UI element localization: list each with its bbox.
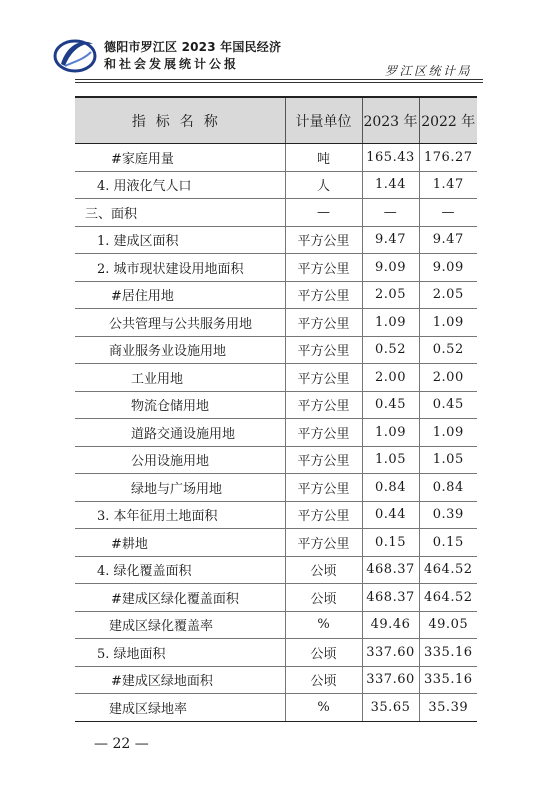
value-2023: 337.60 — [362, 639, 419, 667]
column-header-indicator: 指标名称 — [75, 97, 285, 144]
value-2023: 0.44 — [362, 501, 419, 529]
unit-cell: 平方公里 — [285, 529, 362, 557]
indicator-name: 5. 绿地面积 — [75, 639, 285, 667]
value-2023: 337.60 — [362, 666, 419, 694]
unit-cell: 人 — [285, 171, 362, 199]
page-header — [0, 0, 560, 80]
table-row — [75, 556, 477, 584]
table-row — [75, 446, 477, 474]
page-number: — 22 — — [94, 736, 149, 752]
value-2022: 335.16 — [419, 639, 477, 667]
value-2023: 9.47 — [362, 226, 419, 254]
statistics-table — [75, 96, 477, 722]
value-2023: 2.05 — [362, 281, 419, 309]
value-2022: 35.39 — [419, 694, 477, 722]
table-row — [75, 639, 477, 667]
value-2022: 2.00 — [419, 364, 477, 392]
value-2022: 1.05 — [419, 446, 477, 474]
table-row — [75, 144, 477, 172]
value-2022: 1.09 — [419, 419, 477, 447]
table-row — [75, 391, 477, 419]
unit-cell: 公顷 — [285, 556, 362, 584]
value-2023: 49.46 — [362, 611, 419, 639]
value-2023: 468.37 — [362, 584, 419, 612]
indicator-name: 建成区绿地率 — [75, 694, 285, 722]
column-header-2023: 2023 年 — [362, 97, 419, 144]
indicator-name: 工业用地 — [75, 364, 285, 392]
table-row — [75, 419, 477, 447]
indicator-name: 2. 城市现状建设用地面积 — [75, 254, 285, 282]
value-2022: 0.45 — [419, 391, 477, 419]
value-2022: 0.39 — [419, 501, 477, 529]
header-rule-thin — [75, 79, 483, 80]
indicator-name: #居住用地 — [75, 281, 285, 309]
indicator-name: #建成区绿化覆盖面积 — [75, 584, 285, 612]
value-2022: 49.05 — [419, 611, 477, 639]
value-2022: 176.27 — [419, 144, 477, 172]
table-row — [75, 309, 477, 337]
value-2023: 1.05 — [362, 446, 419, 474]
indicator-name: 建成区绿化覆盖率 — [75, 611, 285, 639]
unit-cell: 平方公里 — [285, 419, 362, 447]
unit-cell: 平方公里 — [285, 501, 362, 529]
value-2022: 2.05 — [419, 281, 477, 309]
table-row — [75, 584, 477, 612]
statistics-logo-icon — [53, 34, 97, 74]
table-row — [75, 474, 477, 502]
value-2023: — — [362, 199, 419, 227]
value-2023: 0.84 — [362, 474, 419, 502]
value-2023: 35.65 — [362, 694, 419, 722]
table-row — [75, 666, 477, 694]
indicator-name: 绿地与广场用地 — [75, 474, 285, 502]
value-2022: 0.84 — [419, 474, 477, 502]
unit-cell: 平方公里 — [285, 281, 362, 309]
table-header-row — [75, 97, 477, 144]
unit-cell: 公顷 — [285, 639, 362, 667]
table-row — [75, 336, 477, 364]
column-header-2022: 2022 年 — [419, 97, 477, 144]
indicator-name: 公共管理与公共服务用地 — [75, 309, 285, 337]
bureau-name: 罗江区统计局 — [384, 64, 472, 78]
table-row — [75, 529, 477, 557]
publication-title-line2: 和社会发展统计公报 — [104, 57, 240, 71]
value-2023: 0.52 — [362, 336, 419, 364]
table-row — [75, 611, 477, 639]
table-row — [75, 226, 477, 254]
unit-cell: % — [285, 611, 362, 639]
value-2023: 1.09 — [362, 309, 419, 337]
indicator-name: 道路交通设施用地 — [75, 419, 285, 447]
value-2023: 0.45 — [362, 391, 419, 419]
indicator-name: 物流仓储用地 — [75, 391, 285, 419]
indicator-name: 4. 绿化覆盖面积 — [75, 556, 285, 584]
value-2023: 165.43 — [362, 144, 419, 172]
value-2022: 0.52 — [419, 336, 477, 364]
table-row — [75, 364, 477, 392]
table-row — [75, 281, 477, 309]
value-2023: 2.00 — [362, 364, 419, 392]
indicator-name: 4. 用液化气人口 — [75, 171, 285, 199]
indicator-name: 3. 本年征用土地面积 — [75, 501, 285, 529]
unit-cell: 平方公里 — [285, 254, 362, 282]
unit-cell: — — [285, 199, 362, 227]
value-2022: 0.15 — [419, 529, 477, 557]
unit-cell: 平方公里 — [285, 391, 362, 419]
unit-cell: 吨 — [285, 144, 362, 172]
unit-cell: % — [285, 694, 362, 722]
value-2022: — — [419, 199, 477, 227]
indicator-name: 1. 建成区面积 — [75, 226, 285, 254]
unit-cell: 平方公里 — [285, 364, 362, 392]
value-2023: 468.37 — [362, 556, 419, 584]
value-2022: 464.52 — [419, 556, 477, 584]
indicator-name: #耕地 — [75, 529, 285, 557]
value-2022: 1.47 — [419, 171, 477, 199]
table-row — [75, 199, 477, 227]
publication-title-line1: 德阳市罗江区 2023 年国民经济 — [104, 40, 282, 54]
unit-cell: 平方公里 — [285, 446, 362, 474]
value-2023: 1.44 — [362, 171, 419, 199]
value-2023: 1.09 — [362, 419, 419, 447]
value-2022: 9.47 — [419, 226, 477, 254]
value-2022: 335.16 — [419, 666, 477, 694]
indicator-name: #家庭用量 — [75, 144, 285, 172]
unit-cell: 平方公里 — [285, 309, 362, 337]
unit-cell: 平方公里 — [285, 226, 362, 254]
unit-cell: 公顷 — [285, 584, 362, 612]
value-2022: 464.52 — [419, 584, 477, 612]
indicator-name: 三、面积 — [75, 199, 285, 227]
table-row — [75, 254, 477, 282]
value-2022: 1.09 — [419, 309, 477, 337]
table-row — [75, 171, 477, 199]
column-header-unit: 计量单位 — [285, 97, 362, 144]
value-2023: 9.09 — [362, 254, 419, 282]
value-2022: 9.09 — [419, 254, 477, 282]
indicator-name: 公用设施用地 — [75, 446, 285, 474]
unit-cell: 平方公里 — [285, 474, 362, 502]
table-row — [75, 501, 477, 529]
unit-cell: 公顷 — [285, 666, 362, 694]
header-rule-thick — [75, 82, 483, 83]
indicator-name: #建成区绿地面积 — [75, 666, 285, 694]
table-row — [75, 694, 477, 722]
unit-cell: 平方公里 — [285, 336, 362, 364]
indicator-name: 商业服务业设施用地 — [75, 336, 285, 364]
value-2023: 0.15 — [362, 529, 419, 557]
